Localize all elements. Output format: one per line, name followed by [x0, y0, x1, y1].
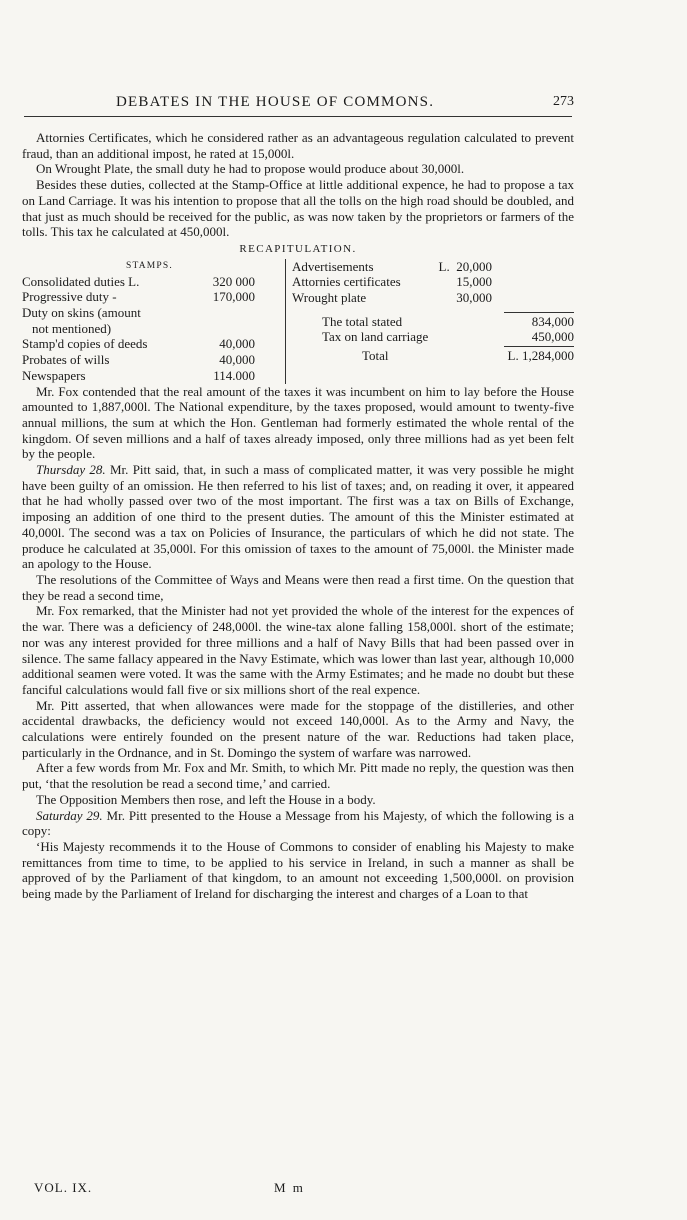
- recap-total-row: [292, 348, 574, 364]
- recap-row: [22, 368, 285, 384]
- recap-label: Attornies certificates: [292, 274, 401, 290]
- paragraph-pitt-asserted: Mr. Pitt asserted, that when allowances were made for the stoppage of the distilleries, and other accidental drawbacks, the deficiency would not exceed 140,000l. As to the Army and Navy, the calculations were entirely founded on the present nature of the war. Reductions had taken place, particularly in the Ordnance, and in St. Domingo the system of warfare was narrowed.: [22, 697, 574, 760]
- recap-label: Newspapers: [22, 367, 86, 383]
- recap-sum-row: [292, 329, 574, 345]
- date-label: Thursday 28.: [36, 462, 106, 478]
- recapitulation-table: [22, 259, 574, 384]
- recap-row: [22, 336, 285, 352]
- recap-row: [22, 352, 285, 368]
- paragraph-fox-remarked: Mr. Fox remarked, that the Minister had not yet provided the whole of the interest for the expences of the war. There was a deficiency of 248,000l. the wine-tax alone falling 158,000l. short of the estimate; nor was any interest provided for three millions and a half of Navy Bills that had been passed over in silence. The same fallacy appeared in the Navy Estimate, which was lower than last year, although 10,000 additional seamen were voted. It was the same with the Army Estimates; and he made no doubt but these fanciful calculations would fall five or six millions short of the real expence.: [22, 603, 574, 697]
- paragraph-fox-contended: Mr. Fox contended that the real amount of the taxes it was incumbent on him to lay before the House amounted to 1,887,000l. The National expenditure, by the taxes proposed, would amount to twenty-five annual millions, the sum at which the Hon. Gentleman had formerly estimated the whole rental of the kingdom. Of seven millions and a half of taxes already imposed, only three millions had as yet been felt by the people.: [22, 383, 574, 462]
- recap-label: Tax on land carriage: [322, 329, 429, 345]
- recap-amount: 450,000: [531, 329, 574, 345]
- paragraph-text: Mr. Pitt presented to the House a Message from his Majesty, of which the following is a copy:: [22, 807, 574, 839]
- paragraph-text: Mr. Pitt said, that, in such a mass of complicated matter, it was very possible he might have been guilty of an omission. He then referred to his list of taxes; and, on reading it over, it appeared that he had wholly passed over two of the most important. The first was a tax on Bills of Exchange, imposing an addition of one third to the present duties. The amount of this the Minister estimated at 40,000l. The second was a tax on Policies of Insurance, the particulars of which he did not state. The produce he calculated at 35,000l. For this omission of taxes to the amount of 75,000l. the Minister made an apology to the House.: [22, 462, 574, 572]
- recap-row: [22, 305, 285, 321]
- recap-row: [22, 321, 285, 337]
- recap-total-label: Total: [362, 348, 389, 364]
- recapitulation-title: RECAPITULATION.: [239, 242, 357, 255]
- recap-amount: 20,000: [456, 258, 492, 274]
- recap-amount: 320 000: [212, 273, 255, 289]
- recap-label: Advertisements: [292, 258, 374, 274]
- recap-label: Progressive duty -: [22, 289, 117, 305]
- rule-divider: [504, 346, 574, 347]
- volume-label: VOL. IX.: [34, 1180, 93, 1195]
- recap-amount: 40,000: [219, 352, 255, 368]
- recap-label: Consolidated duties L.: [22, 273, 140, 289]
- signature-mark: M m: [274, 1180, 305, 1195]
- recap-label: Probates of wills: [22, 352, 110, 368]
- recap-amount: 114.000: [213, 367, 255, 383]
- paragraph-land-carriage: Besides these duties, collected at the Stamp-Office at little additional expence, he had to propose a tax on Land Carriage. It was his intention to propose that all the tolls on the high road should be doubled, and that just as much should be received for the public, as was now taken by the proprietors or farmers of the tolls. This tax he calculated at 450,000l.: [22, 177, 574, 240]
- recap-label: The total stated: [322, 313, 403, 329]
- page-body: [22, 130, 574, 902]
- running-title: DEBATES IN THE HOUSE OF COMMONS.: [116, 94, 435, 110]
- date-label: Saturday 29.: [36, 807, 103, 823]
- recap-currency: L.: [438, 258, 450, 274]
- paragraph-after-words: After a few words from Mr. Fox and Mr. Smith, to which Mr. Pitt made no reply, the question was then put, ‘that the resolution be read a second time,’ and carried.: [22, 760, 574, 792]
- recap-amount: 170,000: [212, 289, 255, 305]
- recap-label: Stamp'd copies of deeds: [22, 336, 148, 352]
- recap-row: [22, 274, 285, 290]
- recap-row: [292, 290, 492, 306]
- recap-amount: 15,000: [456, 274, 492, 290]
- paragraph-attornies: Attornies Certificates, which he considered rather as an advantageous regulation calculated to prevent fraud, than an additional impost, he rated at 15,000l.: [22, 130, 574, 161]
- rule-divider: [504, 312, 574, 313]
- recap-sum-row: [292, 314, 574, 330]
- paragraph-message: ‘His Majesty recommends it to the House of Commons to consider of enabling his Majesty to make remittances from time to time, to be applied to his service in Ireland, in such a manner as shall be approved of by the Parliament of that kingdom, to an amount not exceeding 1,500,000l. on provision being made by the Parliament of Ireland for discharging the interest and charges of a Loan to that: [22, 838, 574, 902]
- recap-amount: 834,000: [531, 313, 574, 329]
- recap-row: [292, 259, 492, 275]
- paragraph-opposition: The Opposition Members then rose, and left the House in a body.: [36, 791, 376, 807]
- recap-amount: 40,000: [219, 336, 255, 352]
- recap-label: not mentioned): [32, 320, 112, 336]
- page-number: 273: [553, 94, 574, 109]
- recap-amount: 30,000: [456, 290, 492, 306]
- stamps-heading: STAMPS.: [126, 260, 173, 271]
- stamps-column: [22, 259, 285, 384]
- paragraph-wrought-plate: On Wrought Plate, the small duty he had to propose would produce about 30,000l.: [36, 161, 465, 177]
- recap-total-amount: L. 1,284,000: [507, 348, 574, 364]
- paragraph-resolutions: The resolutions of the Committee of Ways and Means were then read a first time. On the question that they be read a second time,: [22, 571, 574, 603]
- recap-row: [292, 274, 492, 290]
- totals-column: [285, 259, 574, 384]
- recap-label: Duty on skins (amount: [22, 305, 141, 321]
- recap-label: Wrought plate: [292, 290, 367, 306]
- paragraph-thursday: [22, 462, 574, 572]
- recap-row: [22, 289, 285, 305]
- paragraph-saturday: [22, 808, 574, 839]
- running-header: [24, 88, 572, 117]
